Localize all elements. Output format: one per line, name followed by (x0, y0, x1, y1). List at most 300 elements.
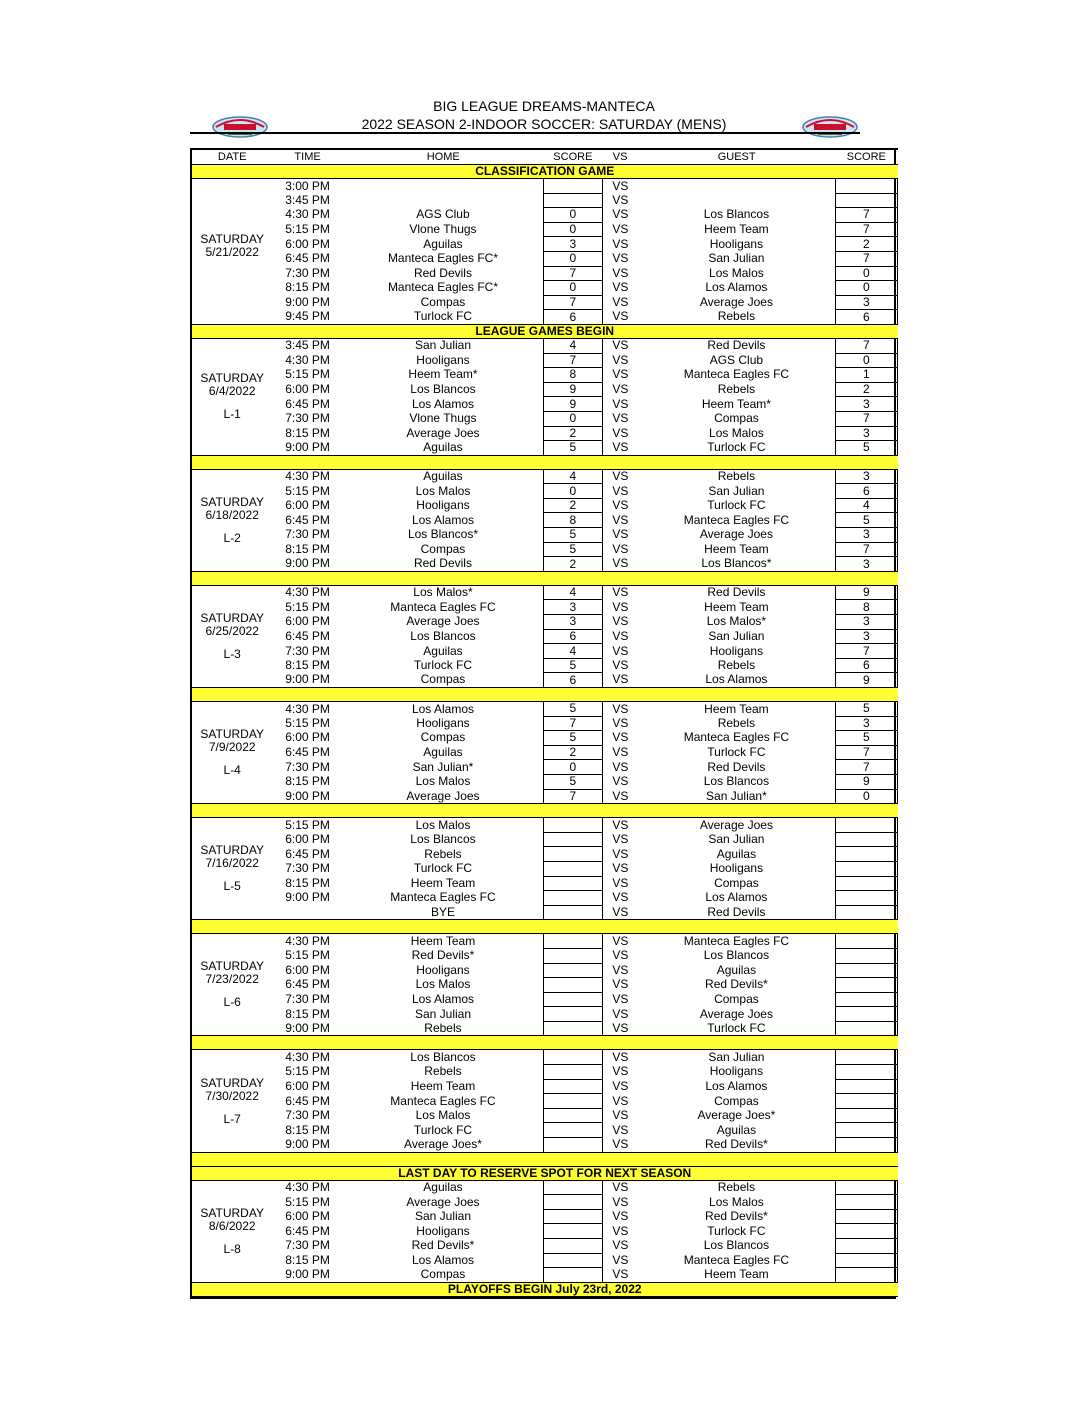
home-team: Average Joes (406, 614, 480, 629)
guest-team: Hooligans (709, 236, 764, 251)
guest-score (835, 934, 897, 949)
guest-team: Average Joes (699, 1006, 773, 1021)
section-divider (192, 1152, 898, 1166)
guest-score: 0 (835, 789, 897, 804)
col-guest: GUEST (638, 149, 835, 165)
home-team: Average Joes (406, 1194, 480, 1209)
vs-label: VS (612, 193, 629, 207)
home-score (544, 179, 602, 194)
guest-team: Los Alamos (705, 890, 768, 905)
schedule-sheet (190, 130, 896, 1299)
guest-team: San Julian (708, 251, 765, 266)
guest-score (835, 847, 897, 862)
guest-score: 0 (835, 281, 897, 296)
table-row (192, 1138, 898, 1153)
week-label: L-6 (223, 995, 241, 1010)
vs-label: VS (612, 207, 629, 222)
vs-label: VS (612, 948, 629, 963)
guest-team: Red Devils (707, 338, 766, 353)
home-team: Compas (420, 295, 466, 310)
vs-label: VS (612, 861, 629, 876)
home-score: 3 (544, 600, 602, 615)
vs-label: VS (612, 178, 629, 193)
home-team: San Julian (414, 1006, 471, 1021)
home-score: 2 (544, 745, 602, 760)
game-time: 5:15 PM (285, 222, 330, 237)
section-divider (192, 804, 898, 818)
guest-team: Heem Team (704, 542, 769, 556)
home-score: 7 (544, 295, 602, 310)
guest-score: 6 (835, 658, 897, 673)
vs-label: VS (612, 469, 629, 484)
game-time: 7:30 PM (285, 411, 330, 426)
home-score: 0 (544, 208, 602, 223)
game-time: 3:45 PM (285, 338, 330, 353)
home-score (544, 1209, 602, 1224)
game-time: 7:30 PM (285, 643, 330, 658)
game-time: 8:15 PM (285, 1006, 330, 1021)
home-team: Heem Team (410, 933, 476, 948)
section-divider (192, 455, 898, 469)
vs-label: VS (612, 556, 629, 571)
vs-label: VS (612, 890, 629, 905)
table-row (192, 1209, 898, 1224)
game-time: 6:45 PM (285, 396, 330, 411)
section-divider (192, 920, 898, 934)
guest-team: Rebels (717, 716, 756, 730)
home-score (544, 1195, 602, 1210)
vs-label: VS (612, 832, 629, 847)
vs-label: VS (612, 1093, 629, 1108)
guest-score (835, 818, 897, 833)
home-team: Manteca Eagles FC* (387, 251, 498, 266)
home-team: Heem Team (410, 876, 476, 890)
vs-label: VS (612, 1267, 629, 1282)
guest-score: 7 (835, 745, 897, 760)
section-banner (192, 165, 898, 179)
table-row (192, 222, 898, 237)
guest-score (835, 1021, 897, 1036)
home-score: 9 (544, 397, 602, 412)
table-row (192, 1021, 898, 1036)
guest-score: 8 (835, 600, 897, 615)
guest-team (638, 193, 835, 208)
vs-label: VS (612, 629, 629, 643)
home-team: Los Alamos (411, 701, 474, 716)
game-time: 8:15 PM (285, 542, 330, 556)
guest-score (835, 1253, 897, 1268)
guest-score: 5 (835, 441, 897, 456)
date-cell (192, 469, 272, 571)
date-cell (192, 702, 272, 804)
guest-score (835, 1209, 897, 1224)
guest-team: Heem Team* (701, 396, 771, 411)
table-row (192, 1007, 898, 1022)
game-time: 6:45 PM (285, 1093, 330, 1108)
guest-score: 9 (835, 774, 897, 789)
home-score: 5 (544, 774, 602, 789)
guest-score (835, 1195, 897, 1210)
game-time: 4:30 PM (285, 1050, 330, 1065)
game-time: 7:30 PM (285, 266, 330, 280)
guest-score: 5 (835, 731, 897, 746)
notice-banner (192, 1166, 898, 1180)
game-time: 6:00 PM (285, 614, 330, 629)
week-label: L-5 (223, 879, 241, 894)
vs-label: VS (612, 614, 629, 629)
game-time: 6:00 PM (285, 382, 330, 397)
vs-label: VS (612, 1253, 629, 1267)
game-time: 5:15 PM (285, 948, 330, 963)
guest-score (835, 992, 897, 1007)
home-team: Aguilas (423, 745, 463, 760)
day-label: SATURDAY (200, 494, 264, 509)
notice-banner-text: LAST DAY TO RESERVE SPOT FOR NEXT SEASON (192, 1166, 898, 1180)
table-row (192, 281, 898, 296)
guest-team: Compas (714, 992, 759, 1006)
guest-score: 7 (835, 760, 897, 775)
home-score (544, 992, 602, 1007)
guest-score: 3 (835, 528, 897, 543)
vs-label: VS (612, 280, 629, 295)
game-time: 3:00 PM (285, 178, 330, 193)
game-time: 6:00 PM (285, 730, 330, 745)
game-time: 6:45 PM (285, 512, 330, 527)
home-team: Los Alamos (411, 1253, 474, 1267)
guest-team: Turlock FC (707, 440, 766, 455)
home-team: Turlock FC (413, 309, 473, 324)
game-time: 9:00 PM (285, 1137, 330, 1152)
vs-label: VS (612, 1122, 629, 1137)
table-row (192, 266, 898, 281)
home-score: 0 (544, 251, 602, 266)
game-time: 6:45 PM (285, 251, 330, 266)
table-row (192, 673, 898, 688)
home-score: 3 (544, 615, 602, 630)
table-row (192, 600, 898, 615)
home-score (544, 1268, 602, 1283)
table-row (192, 1094, 898, 1109)
date-cell (192, 818, 272, 920)
guest-score (835, 1079, 897, 1094)
home-score (544, 934, 602, 949)
guest-team: Los Alamos (705, 672, 768, 687)
guest-score (835, 1180, 897, 1195)
section-banner-text: LEAGUE GAMES BEGIN (192, 324, 898, 338)
col-date: DATE (192, 149, 272, 165)
table-row (192, 528, 898, 543)
table-row (192, 484, 898, 499)
home-team: Compas (420, 542, 466, 556)
table-row (192, 179, 898, 194)
table-row (192, 745, 898, 760)
vs-label: VS (612, 933, 629, 948)
playoffs-notice: PLAYOFFS BEGIN July 23rd, 2022 (192, 1282, 898, 1296)
day-label: SATURDAY (200, 843, 264, 858)
home-score: 5 (544, 528, 602, 543)
guest-score (835, 948, 897, 963)
home-score: 5 (544, 702, 602, 717)
vs-label: VS (612, 905, 629, 919)
guest-team: San Julian (708, 832, 765, 847)
date-cell (192, 585, 272, 687)
home-score (544, 948, 602, 963)
home-team: Red Devils (413, 556, 472, 571)
game-time: 8:15 PM (285, 280, 330, 295)
home-team: Los Malos (415, 977, 471, 992)
date-label: 7/16/2022 (205, 856, 259, 871)
schedule-table (192, 148, 898, 1297)
vs-label: VS (612, 585, 629, 600)
guest-team: Red Devils* (705, 1209, 768, 1224)
table-row (192, 978, 898, 993)
home-team: Aguilas (423, 643, 463, 658)
guest-team: Aguilas (716, 846, 757, 861)
guest-team: Red Devils* (705, 1137, 768, 1152)
game-time: 9:00 PM (285, 672, 330, 687)
week-label: L-7 (223, 1111, 241, 1126)
game-time: 9:00 PM (285, 789, 330, 803)
guest-score: 7 (835, 251, 897, 266)
vs-label: VS (612, 672, 629, 687)
table-row (192, 542, 898, 557)
vs-label: VS (612, 251, 629, 266)
home-team (343, 179, 544, 194)
home-score: 2 (544, 498, 602, 513)
guest-score (835, 861, 897, 876)
home-team: Aguilas (423, 440, 463, 455)
vs-label: VS (612, 353, 629, 367)
guest-team: Turlock FC (707, 1021, 766, 1035)
home-score: 2 (544, 426, 602, 441)
vs-label: VS (612, 1238, 629, 1253)
guest-team: Red Devils (707, 905, 766, 919)
table-row (192, 1108, 898, 1123)
game-time: 7:30 PM (285, 527, 330, 542)
vs-label: VS (612, 338, 629, 353)
home-team: Los Blancos (410, 832, 476, 847)
home-team: Los Malos (415, 774, 471, 789)
home-team: Manteca Eagles FC* (387, 280, 498, 295)
guest-team: AGS Club (709, 353, 764, 367)
game-time: 9:00 PM (285, 890, 330, 905)
vs-label: VS (612, 236, 629, 251)
home-team: Los Blancos* (407, 527, 478, 542)
home-score (544, 847, 602, 862)
game-time: 7:30 PM (285, 759, 330, 774)
home-team: Average Joes* (404, 1137, 482, 1152)
game-time: 8:15 PM (285, 658, 330, 673)
home-score: 5 (544, 731, 602, 746)
guest-team: Los Malos* (706, 614, 767, 629)
guest-score: 7 (835, 411, 897, 426)
vs-label: VS (612, 759, 629, 774)
game-time: 6:00 PM (285, 963, 330, 977)
date-label: 6/25/2022 (205, 623, 259, 638)
guest-team: Turlock FC (707, 745, 766, 760)
game-time: 9:00 PM (285, 1267, 330, 1282)
game-time: 6:00 PM (285, 498, 330, 513)
home-score (544, 1224, 602, 1239)
guest-team: Hooligans (709, 1064, 764, 1079)
home-team: AGS Club (416, 207, 470, 222)
table-row (192, 1224, 898, 1239)
guest-team: Los Alamos (705, 1079, 768, 1093)
guest-team: Heem Team (704, 701, 769, 716)
vs-label: VS (612, 382, 629, 397)
home-team: Manteca Eagles FC (390, 890, 496, 905)
vs-label: VS (612, 527, 629, 542)
guest-team: Los Blancos (703, 948, 770, 963)
guest-score: 5 (835, 513, 897, 528)
home-score (544, 1007, 602, 1022)
table-row (192, 629, 898, 644)
home-score (544, 1138, 602, 1153)
game-time: 4:30 PM (285, 469, 330, 484)
vs-label: VS (612, 1079, 629, 1093)
game-time: 5:15 PM (285, 367, 330, 382)
day-label: SATURDAY (200, 1075, 264, 1090)
table-row (192, 847, 898, 862)
home-score: 0 (544, 222, 602, 237)
home-score (544, 978, 602, 993)
game-time: 8:15 PM (285, 426, 330, 440)
guest-score (835, 1224, 897, 1239)
guest-team: Manteca Eagles FC (683, 933, 790, 948)
home-team: San Julian (414, 338, 471, 353)
vs-label: VS (612, 846, 629, 861)
table-row (192, 760, 898, 775)
section-divider (192, 1036, 898, 1050)
home-score (544, 832, 602, 847)
vs-label: VS (612, 1021, 629, 1035)
guest-team: Turlock FC (707, 1223, 766, 1238)
guest-score (835, 1138, 897, 1153)
table-row (192, 832, 898, 847)
guest-score: 7 (835, 542, 897, 557)
guest-team: Compas (714, 1093, 759, 1108)
home-team: Compas (420, 672, 466, 687)
table-row (192, 397, 898, 412)
guest-team: Rebels (717, 469, 756, 484)
vs-label: VS (612, 1223, 629, 1238)
home-team: Average Joes (406, 426, 480, 440)
home-score: 8 (544, 513, 602, 528)
guest-team: Average Joes (699, 295, 773, 310)
game-time: 7:30 PM (285, 1108, 330, 1123)
section-divider (192, 571, 898, 585)
vs-label: VS (612, 599, 629, 614)
game-time: 6:00 PM (285, 832, 330, 847)
guest-score: 3 (835, 295, 897, 310)
home-score (544, 1108, 602, 1123)
home-score: 5 (544, 441, 602, 456)
table-row (192, 310, 898, 325)
guest-score (835, 1094, 897, 1109)
home-team: Red Devils* (411, 948, 475, 963)
game-time: 9:45 PM (285, 309, 330, 324)
guest-team: Rebels (717, 309, 756, 324)
day-label: SATURDAY (200, 610, 264, 625)
table-row (192, 963, 898, 978)
home-score (544, 861, 602, 876)
vs-label: VS (612, 542, 629, 556)
guest-score: 7 (835, 644, 897, 659)
footer-banner (192, 1282, 898, 1296)
home-score: 4 (544, 338, 602, 353)
date-cell (192, 1180, 272, 1282)
guest-score: 3 (835, 716, 897, 731)
table-row (192, 382, 898, 397)
guest-score: 9 (835, 673, 897, 688)
table-row (192, 441, 898, 456)
date-cell (192, 934, 272, 1036)
table-row (192, 513, 898, 528)
table-row (192, 368, 898, 383)
game-time: 5:15 PM (285, 716, 330, 730)
guest-score: 6 (835, 310, 897, 325)
vs-label: VS (612, 774, 629, 789)
game-time: 6:00 PM (285, 1079, 330, 1093)
home-team: Rebels (424, 846, 462, 861)
week-label: L-1 (223, 407, 241, 422)
game-time: 5:15 PM (285, 817, 330, 832)
home-team: Rebels (424, 1021, 462, 1035)
page-subtitle: 2022 SEASON 2-INDOOR SOCCER: SATURDAY (MENS) (361, 116, 727, 132)
home-team (343, 193, 544, 208)
game-time: 4:30 PM (285, 933, 330, 948)
guest-team: Hooligans (709, 861, 764, 876)
guest-score (835, 1123, 897, 1138)
guest-team: San Julian (708, 1050, 765, 1065)
game-time: 3:45 PM (285, 193, 330, 207)
guest-score (835, 1268, 897, 1283)
home-score: 0 (544, 484, 602, 499)
vs-label: VS (612, 309, 629, 324)
table-row (192, 934, 898, 949)
game-time: 9:00 PM (285, 295, 330, 310)
table-row (192, 557, 898, 572)
guest-score (835, 876, 897, 891)
guest-team: Los Blancos (703, 1238, 770, 1253)
guest-team: Los Malos (709, 1194, 764, 1209)
home-team: Manteca Eagles FC (390, 599, 496, 614)
table-row (192, 1195, 898, 1210)
date-label: 7/23/2022 (205, 972, 259, 987)
home-team: Turlock FC (413, 658, 473, 673)
home-score: 6 (544, 673, 602, 688)
home-team: Average Joes (406, 789, 480, 803)
table-row (192, 948, 898, 963)
home-team: Aguilas (423, 1180, 463, 1195)
table-row (192, 469, 898, 484)
table-row (192, 905, 898, 920)
section-divider (192, 688, 898, 702)
vs-label: VS (612, 1209, 629, 1224)
home-team: Hooligans (416, 1223, 470, 1238)
home-team: Hooligans (416, 353, 470, 367)
date-label: 6/4/2022 (208, 384, 256, 399)
game-time: 6:45 PM (285, 745, 330, 760)
home-team: Manteca Eagles FC (390, 1093, 496, 1108)
guest-team: Hooligans (709, 643, 764, 658)
home-team: Los Blancos (410, 382, 476, 397)
guest-team: Rebels (717, 658, 756, 673)
table-row (192, 295, 898, 310)
guest-score (835, 891, 897, 906)
game-time: 7:30 PM (285, 992, 330, 1006)
table-row (192, 818, 898, 833)
